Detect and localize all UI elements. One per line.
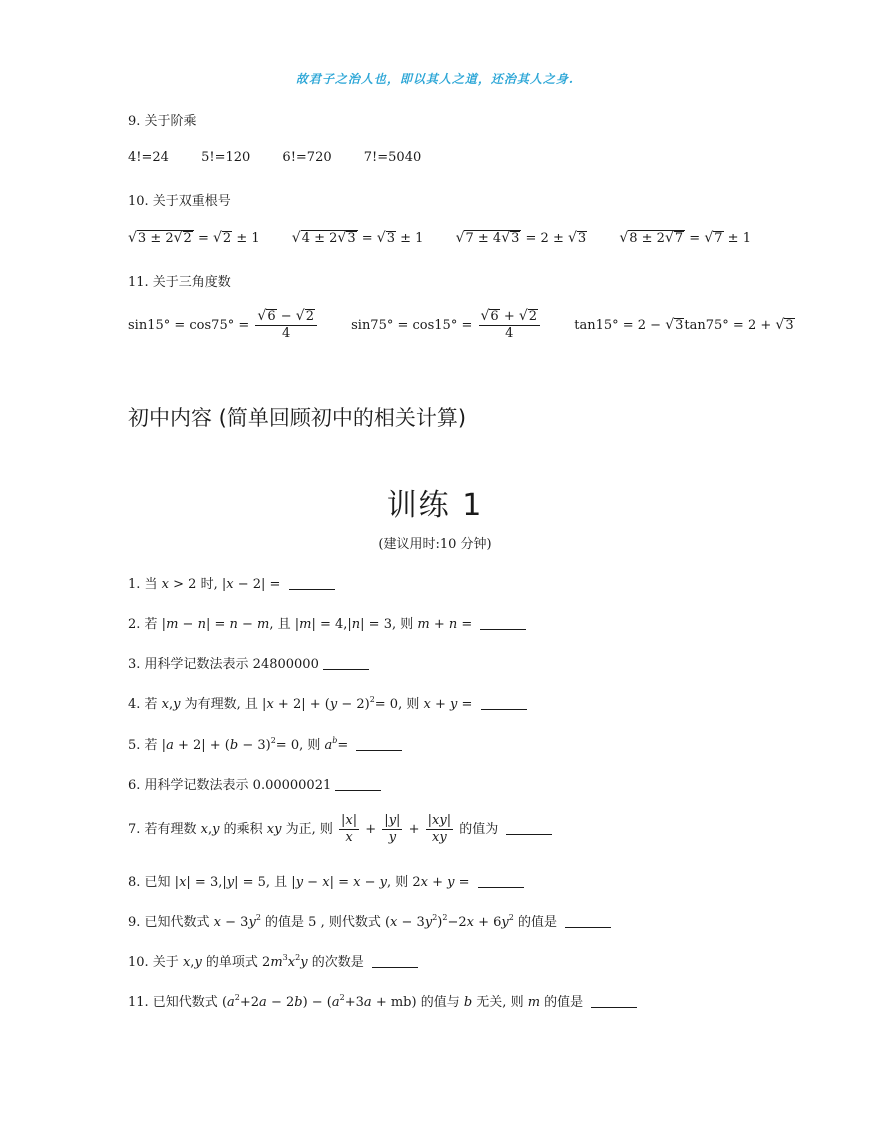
radical-formula-1: √3 ± 2√2 = √2 ± 1 <box>128 230 260 246</box>
factorial-6: 6!=720 <box>282 150 332 165</box>
answer-blank[interactable] <box>289 577 335 590</box>
s9-items <box>128 150 421 165</box>
s9-title: 9. 关于阶乘 <box>128 114 197 129</box>
training-title: 训练 1 <box>386 488 484 523</box>
question-4: 4. 若 x,y 为有理数, 且 $|x + 2| + (y - 2)^2= 0$, 则 x + y = <box>128 693 527 712</box>
answer-blank[interactable] <box>591 995 637 1008</box>
question-6: 6. 用科学记数法表示 0.00000021 <box>128 774 381 793</box>
answer-blank[interactable] <box>372 955 418 968</box>
question-8: 8. 已知 |x| = 3,|y| = 5, 且 |y − x| = x − y, 则 2x + y = <box>128 871 524 890</box>
question-7: 7. 若有理数 x,y 的乘积 xy 为正, 则 $\frac{|x|}{x}$ + $\frac{|y|}{y}$ + $\frac{|xy|}{xy}$ 的值为 <box>128 813 552 846</box>
question-3: 3. 用科学记数法表示 24800000 <box>128 653 369 672</box>
answer-blank[interactable] <box>506 822 552 835</box>
radical-formula-4: √8 ± 2√7 = √7 ± 1 <box>619 230 751 246</box>
trig-formula-1: sin15° = cos75° = $\frac{√6 - √2}{4}$ <box>128 318 319 333</box>
answer-blank[interactable] <box>356 738 402 751</box>
factorial-5: 5!=120 <box>201 150 251 165</box>
answer-blank[interactable] <box>478 875 524 888</box>
header-motto: 故君子之治人也，即以其人之道，还治其人之身. <box>295 72 575 86</box>
section-title: 初中内容 (简单回顾初中的相关计算) <box>128 406 467 430</box>
s10-title: 10. 关于双重根号 <box>128 194 231 209</box>
question-2: 2. 若 |m − n| = n − m, 且 |m| = 4,|n| = 3, 则 m + n = <box>128 613 526 632</box>
question-10: 10. 关于 x,y 的单项式 $2m^3x^2y$ 的次数是 <box>128 951 418 970</box>
answer-blank[interactable] <box>335 778 381 791</box>
radical-formula-2: √4 ± 2√3 = √3 ± 1 <box>291 230 424 246</box>
radical-formula-3: √7 ± 4√3 = 2 ± √3 <box>455 230 587 246</box>
question-11: 11. 已知代数式 $(a^2+2a - 2b) - (a^2+3a + mb)$ 的值与 b 无关, 则 m 的值是 <box>128 991 637 1010</box>
question-5: 5. 若 $|a + 2| + (b - 3)^2= 0$, 则 $a^b=$ <box>128 734 402 753</box>
s10-formulas <box>128 230 751 246</box>
factorial-4: 4!=24 <box>128 150 169 165</box>
s11-formulas <box>128 308 795 342</box>
question-9: 9. 已知代数式 $x - 3y^2$ 的值是 5 , 则代数式 $(x - 3y^2)^2-2x + 6y^2$ 的值是 <box>128 911 611 930</box>
answer-blank[interactable] <box>481 697 527 710</box>
trig-formula-2: sin75° = cos15° = $\frac{√6 + √2}{4}$ <box>351 318 542 333</box>
question-1: 1. 当 x > 2 时, |x − 2| = <box>128 573 335 592</box>
answer-blank[interactable] <box>565 915 611 928</box>
training-subtitle: (建议用时:10 分钟) <box>378 537 492 552</box>
answer-blank[interactable] <box>480 617 526 630</box>
s11-title: 11. 关于三角度数 <box>128 275 231 290</box>
answer-blank[interactable] <box>323 657 369 670</box>
factorial-7: 7!=5040 <box>363 150 422 165</box>
trig-formula-3: tan15° = 2 − √3tan75° = 2 + √3 <box>574 316 794 333</box>
